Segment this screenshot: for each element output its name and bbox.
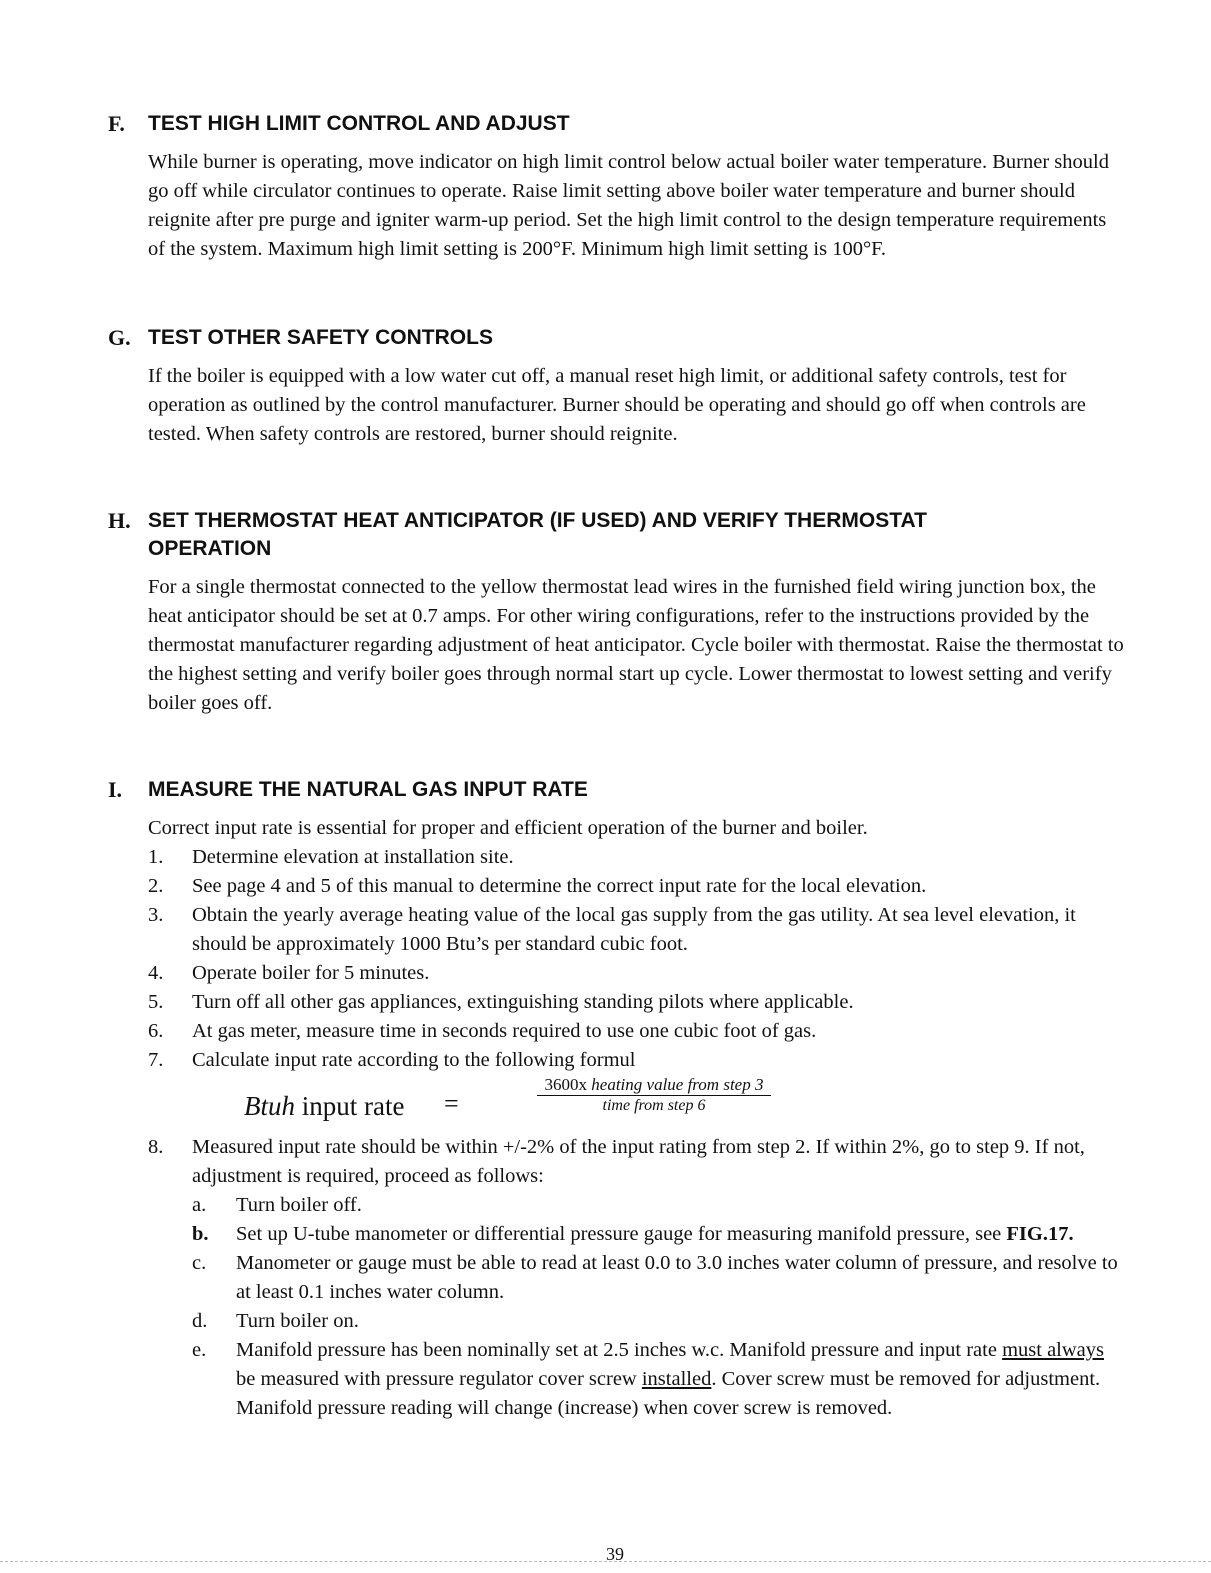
substep-text: Set up U-tube manometer or differential pressure gauge for measuring manifold pressure, see — [236, 1223, 1007, 1245]
section-title: TEST HIGH LIMIT CONTROL AND ADJUST — [148, 112, 570, 135]
list-item — [148, 1133, 1128, 1191]
list-item — [192, 1220, 1128, 1249]
formula-numerator-wrap — [498, 1075, 810, 1095]
substep-letter: c. — [192, 1252, 207, 1274]
substep-letter: b. — [192, 1223, 209, 1245]
list-item — [148, 872, 1128, 901]
formula-input-rate: input rate — [295, 1091, 405, 1121]
steps-list-continued — [148, 1133, 1128, 1423]
substeps-list — [192, 1191, 1128, 1423]
section-f-body: While burner is operating, move indicator on high limit control below actual boiler water temperature. Burner should go off while circulator continues to operate. Raise limit setting above boiler water temperature and burner should reignite after pre purge and igniter warm-up period. Set the high limit control to the design temperature requirements of the system. Maximum high limit setting is 200°F. Minimum high limit setting is 100°F. — [148, 151, 1109, 260]
list-item — [148, 988, 1128, 1017]
substep-text: Manometer or gauge must be able to read at least 0.0 to 3.0 inches water column of pressure, and resolve to at least 0.1 inches water column. — [236, 1252, 1118, 1303]
section-title-line-1: SET THERMOSTAT HEAT ANTICIPATOR (IF USED) AND VERIFY THERMOSTAT — [148, 509, 927, 532]
formula-lhs — [244, 1091, 404, 1122]
substep-text: Manifold pressure has been nominally set at 2.5 inches w.c. Manifold pressure and input rate — [236, 1339, 1003, 1361]
step-number: 8. — [148, 1136, 164, 1158]
section-g-body: If the boiler is equipped with a low water cut off, a manual reset high limit, or additional safety controls, test for operation as outlined by the control manufacturer. Burner should be operating and should go off when controls are tested. When safety controls are restored, burner should reignite. — [148, 365, 1086, 445]
section-letter: G. — [108, 325, 131, 350]
steps-list — [148, 843, 1128, 1075]
step-text: Calculate input rate according to the following formul — [192, 1049, 636, 1071]
step-text: Turn off all other gas appliances, extinguishing standing pilots where applicable. — [192, 991, 854, 1013]
substep-text-end: . — [1068, 1223, 1074, 1245]
step-number: 2. — [148, 875, 164, 897]
list-item — [148, 1046, 1128, 1075]
substep-text: Turn boiler off. — [236, 1194, 362, 1216]
step-text: Operate boiler for 5 minutes. — [192, 962, 430, 984]
list-item — [192, 1249, 1128, 1307]
substep-letter: a. — [192, 1194, 207, 1216]
step-number: 4. — [148, 962, 164, 984]
formula-btuh: Btuh — [244, 1091, 295, 1121]
numerator-variable: heating value from step 3 — [591, 1075, 764, 1094]
list-item — [148, 901, 1128, 959]
section-f-heading — [108, 110, 1128, 138]
page-number: 39 — [606, 1544, 624, 1564]
formula-fraction — [498, 1075, 810, 1115]
substep-letter: e. — [192, 1339, 207, 1361]
section-h-body: For a single thermostat connected to the yellow thermostat lead wires in the furnished field wiring junction box, the heat anticipator should be set at 0.7 amps. For other wiring configurations, refer to the instructions provided by the thermostat manufacturer regarding adjustment of heat anticipator. Cycle boiler with thermostat. Raise the thermostat to the highest setting and verify boiler goes through normal start up cycle. Lower thermostat to lowest setting and verify boiler goes off. — [148, 576, 1124, 714]
section-title: TEST OTHER SAFETY CONTROLS — [148, 326, 493, 349]
underlined-text: must always — [1002, 1339, 1104, 1361]
substep-text: . Cover screw must be removed for adjustment. Manifold pressure reading will change (increase) when cover screw is removed. — [236, 1368, 1101, 1419]
section-i-intro: Correct input rate is essential for proper and efficient operation of the burner and boiler. — [148, 817, 868, 839]
section-h-heading — [108, 507, 1128, 563]
step-number: 6. — [148, 1020, 164, 1042]
step-text: At gas meter, measure time in seconds required to use one cubic foot of gas. — [192, 1020, 817, 1042]
list-item — [192, 1336, 1128, 1423]
list-item — [192, 1191, 1128, 1220]
section-letter: F. — [108, 111, 125, 136]
section-i — [108, 776, 1128, 1423]
section-f — [108, 110, 1128, 264]
step-number: 1. — [148, 846, 164, 868]
step-text: Determine elevation at installation site. — [192, 846, 514, 868]
step-number: 3. — [148, 904, 164, 926]
section-h — [108, 507, 1128, 718]
page-bottom-rule — [0, 1561, 1211, 1562]
section-g-heading — [108, 324, 1128, 352]
section-title-line-2: OPERATION — [148, 537, 272, 560]
underlined-text: installed — [641, 1368, 712, 1390]
substep-text: be measured with pressure regulator cover screw — [236, 1368, 642, 1390]
section-letter: H. — [108, 508, 131, 533]
list-item — [192, 1307, 1128, 1336]
step-number: 5. — [148, 991, 164, 1013]
numerator-constant: 3600x — [544, 1075, 592, 1094]
substep-letter: d. — [192, 1310, 208, 1332]
step-text: Obtain the yearly average heating value of the local gas supply from the gas utility. At sea level elevation, it should be approximately 1000 Btu’s per standard cubic foot. — [192, 904, 1076, 955]
formula-numerator — [537, 1075, 772, 1096]
list-item — [148, 1017, 1128, 1046]
list-item — [148, 959, 1128, 988]
step-text: Measured input rate should be within +/-2% of the input rating from step 2. If within 2%, go to step 9. If not, adjustment is required, proceed as follows: — [192, 1136, 1085, 1187]
list-item — [148, 843, 1128, 872]
step-text: See page 4 and 5 of this manual to determine the correct input rate for the local elevation. — [192, 875, 927, 897]
step-number: 7. — [148, 1049, 164, 1071]
input-rate-formula — [148, 1075, 1128, 1133]
substep-text: Turn boiler on. — [236, 1310, 359, 1332]
section-title: MEASURE THE NATURAL GAS INPUT RATE — [148, 778, 588, 801]
section-g — [108, 324, 1128, 449]
section-i-heading — [108, 776, 1128, 804]
figure-reference: FIG.17 — [1006, 1223, 1069, 1245]
formula-equals: = — [444, 1089, 459, 1118]
section-letter: I. — [108, 777, 123, 802]
formula-denominator: time from step 6 — [602, 1097, 706, 1114]
